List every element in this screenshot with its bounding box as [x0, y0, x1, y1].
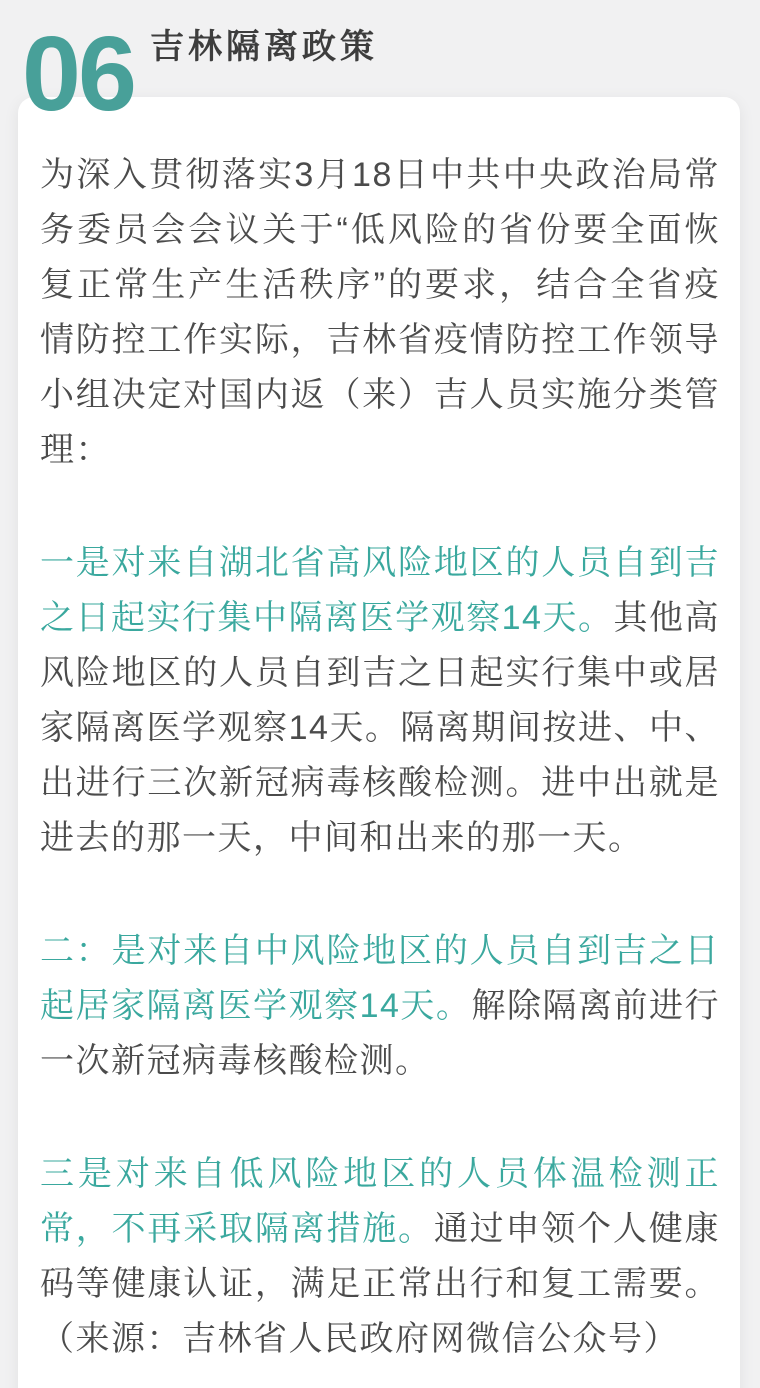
intro-text: 为深入贯彻落实3月18日中共中央政治局常务委员会会议关于“低风险的省份要全面恢复正常生产生活秩序”的要求，结合全省疫情防控工作实际，吉林省疫情防控工作领导小组决定对国内返（来）吉人员实施分类管理： — [40, 156, 720, 469]
section-number: 06 — [22, 15, 134, 133]
section-title: 吉林隔离政策 — [150, 28, 378, 66]
rule-three-highlight-text: 三是对来自低风险地区的人员体温检测正常，不再采取隔离措施。 — [40, 1155, 720, 1248]
rule-two-body-text: 解除隔离前进行一次新冠病毒核酸检测。 — [40, 987, 720, 1080]
paragraph-rule-low-risk — [40, 1147, 720, 1367]
rule-one-body-text: 其他高风险地区的人员自到吉之日起实行集中或居家隔离医学观察14天。隔离期间按进、中、出进行三次新冠病毒核酸检测。进中出就是进去的那一天，中间和出来的那一天。 — [40, 599, 721, 857]
policy-article — [40, 148, 720, 1367]
paragraph-rule-high-risk — [40, 536, 720, 866]
paragraph-rule-medium-risk — [40, 924, 720, 1089]
rule-two-highlight-text: 二：是对来自中风险地区的人员自到吉之日起居家隔离医学观察14天。 — [40, 932, 720, 1025]
paragraph-intro — [40, 148, 720, 478]
rule-three-body-and-source-text: 通过申领个人健康码等健康认证，满足正常出行和复工需要。（来源：吉林省人民政府网微信公众号） — [40, 1210, 721, 1358]
policy-card — [18, 97, 740, 1388]
rule-one-highlight-text: 一是对来自湖北省高风险地区的人员自到吉之日起实行集中隔离医学观察14天。 — [40, 544, 720, 637]
